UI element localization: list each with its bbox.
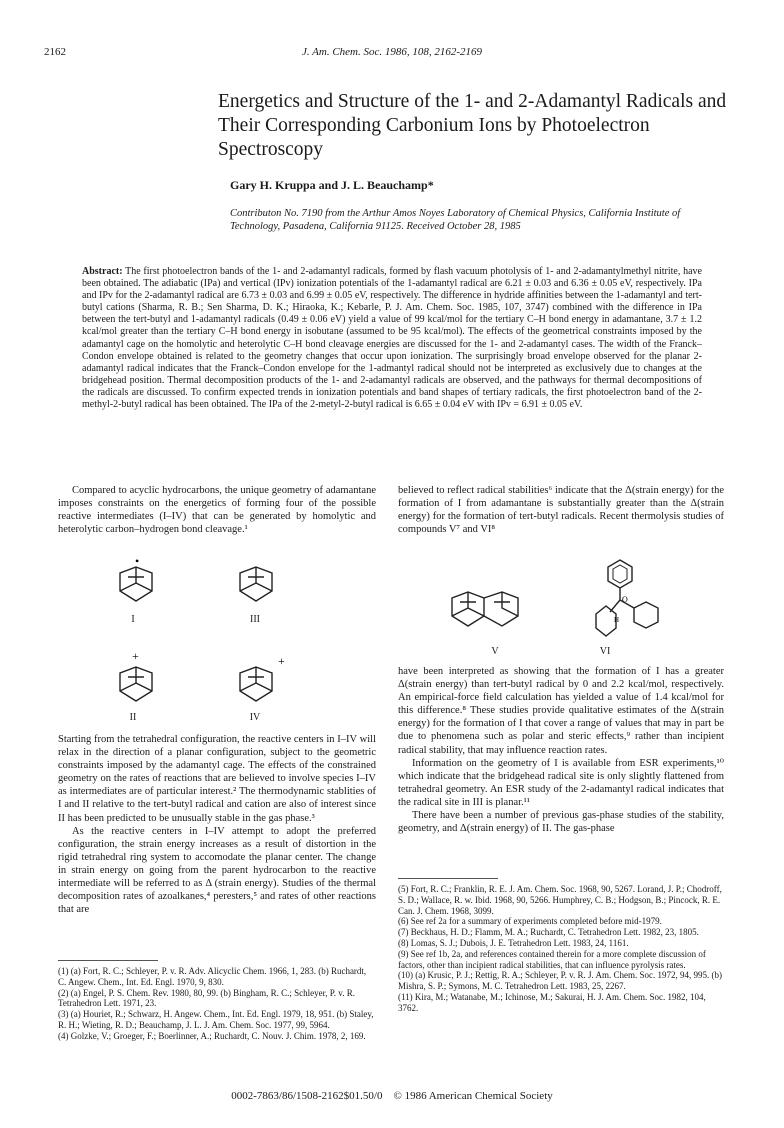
adamantane-structure-II [120,667,152,701]
footnote-9: (9) See ref 1b, 2a, and references contained therein for a more complete discussion of factors, other than incipient radical stabilities, that can influence pyrolysis rates. [398,948,706,970]
right-column-top [398,484,724,536]
adamantane-structure-III [240,567,272,601]
footnote-7: (7) Beckhaus, H. D.; Flamm, M. A.; Ruchardt, C. Tetrahedron Lett. 1982, 23, 1805. [398,927,699,938]
journal-reference: J. Am. Chem. Soc. 1986, 108, 2162-2169 [301,46,483,58]
structure-label-IV: IV [249,712,261,723]
abstract-text: The first photoelectron bands of the 1- and 2-adamantyl radicals, formed by flash vacuum photolysis of 1- and 2-adamantylmethyl nitrite, have been obtained. The adiabatic (IPa) and vertical (IPv) ionization potentials of the 1-adamantyl radical are 6.21 ± 0.03 and 6.36 ± 0.05 eV, respectively. IPa and IPv for the 2-adamantyl radical are 6.73 ± 0.03 and 6.99 ± 0.05 eV, respectively. The difference in hydride affinities between the 1-adamantyl and tert-butyl cations (Sharma, R. B.; Sen Sharma, D. K.; Hiraoka, K.; Kebarle, P. J. Am. Chem. Soc. 1985, 107, 3747) combined with the difference in IPa between the tert-butyl and 1-adamantyl radicals (0.49 ± 0.06 eV) yield a value of 99 kcal/mol for the tertiary C–H bond energy in adamantane, 3.7 ± 1.2 kcal/mol greater than the tertiary C–H bond energy in isobutane (assumed to be 95 kcal/mol). The effects of the geometrical constraints imposed by the adamantyl cage on the homolytic and heterolytic C–H bond cleavage energies are discussed for the 1- and 2-adamantyl cases. The width of the Franck–Condon envelope obtained is related to the geometry changes that occur upon ionization. The surprisingly broad envelope observed for the planar 2-adamantyl radical indicates that the Franck–Condon envelope for the 1-admantyl radical should not be interpreted as exclusively due to changes at the bridgehead position. Thermal decomposition products of the 1- and 2-adamantyl radicals are observed, and the pathways for thermal decompositions of the radicals are discussed. To confirm expected trends in ionization potentials and band shapes of tertiary radicals, the first photoelectron band of the 2-methyl-2-butyl radical has been obtained. The IPa of the 2-metyl-2-butyl radical is 6.65 ± 0.04 eV with IPv = 6.91 ± 0.05 eV. [82,266,702,411]
structure-figures-V-VI [440,556,700,666]
radical-dot-I: • [135,554,140,568]
right-paragraph-4: There have been a number of previous gas-phase studies of the stability, geometry, and Δ(strain energy) of II. The gas-phase [398,810,724,835]
right-paragraph-2: have been interpreted as showing that the formation of I has a greater Δ(strain energy) than tert-butyl radical by 0 and 2.2 kcal/mol, respectively. An empirical-force field calculation has yielded a value of 1.4 kcal/mol for this difference.⁸ These studies provide qualitative estimates of the Δ(strain energy) for the formation of I that cover a range of values that may in part be due to phenomena such as polar and steric effects,⁹ rather than incipient radical stability, that may influence reaction rates. [398,666,724,756]
adamantane-structure-I [120,567,152,601]
left-column-top [58,484,376,536]
page-number: 2162 [44,46,66,58]
article-authors: Gary H. Kruppa and J. L. Beauchamp* [230,178,434,192]
structure-figures-I-IV [100,545,360,715]
footnote-10: (10) (a) Krusic, P. J.; Rettig, R. A.; Schleyer, P. v. R. J. Am. Chem. Soc. 1972, 94, 995. (b) Mishra, S. P.; Symons, M. C. Tetrahedron Lett. 1983, 25, 2267. [398,970,723,992]
copyright-notice: © 1986 American Chemical Society [393,1090,553,1102]
left-footnotes [58,966,376,1042]
vi-oxygen-atom: O [622,595,628,604]
right-paragraph-1: believed to reflect radical stabilities⁶ indicate that the Δ(strain energy) for the formation of I from adamantane is substantially greater than the Δ(strain energy) for the formation of tert-butyl radicals. Recent thermolysis studies of compounds V⁷ and VI⁸ [398,485,724,536]
left-paragraph-2: Starting from the tetrahedral configuration, the reactive centers in I–IV will relax in the direction of a planar configuration, subject to the geometric constraints imposed by the adamantyl cage. The effects of the constrained geometry on the rates of reactions that are believed to involve species I–IV as intermediates are of particular interest.² The thermodynamic stablities of I and II relative to the tert-butyl radical and cation are also of interest since II has been predicted to be unusually stable in the gas phase.³ [58,734,376,824]
right-footnote-rule [398,878,498,879]
structure-label-I: I [131,614,135,625]
adamantane-structure-IV [240,667,272,701]
structure-label-VI: VI [599,646,611,657]
footnote-8: (8) Lomas, S. J.; Dubois, J. E. Tetrahedron Lett. 1983, 24, 1161. [398,937,629,948]
structure-label-V: V [491,646,499,657]
footnote-4: (4) Golzke, V.; Groeger, F.; Boerlinner, A.; Ruchardt, C. Nouv. J. Chim. 1978, 2, 169. [58,1030,366,1041]
right-paragraph-3: Information on the geometry of I is available from ESR experiments,¹⁰ which indicate that the bridgehead radical site is only slightly flattened from tetrahedral geometry. An ESR study of the 2-adamantyl radical indicates that the radical site in III is planar.¹¹ [398,757,724,808]
footnote-3: (3) (a) Houriet, R.; Schwarz, H. Angew. Chem., Int. Ed. Engl. 1979, 18, 951. (b) Staley, R. H.; Wieting, R. D.; Beauchamp, J. L. J. Am. Chem. Soc. 1977, 99, 5964. [58,1009,374,1030]
right-column-body [398,665,724,835]
journal-code: 0002-7863/86/1508-2162$01.50/0 [231,1090,383,1102]
footnote-11: (11) Kira, M.; Watanabe, M.; Ichinose, M.; Sakurai, H. J. Am. Chem. Soc. 1982, 104, 3762. [398,991,706,1013]
footnote-1: (1) (a) Fort, R. C.; Schleyer, P. v. R. Adv. Alicyclic Chem. 1966, 1, 283. (b) Ruchardt, C. Angew. Chem., Int. Ed. Engl. 1970, 9, 830. [58,966,367,987]
article-title: Energetics and Structure of the 1- and 2-Adamantyl Radicals and Their Corresponding Carbonium Ions by Photoelectron Spectroscopy [218,91,727,160]
left-paragraph-1: Compared to acyclic hydrocarbons, the unique geometry of adamantane imposes constraints on the energetics of forming four of the possible reactive intermediates (I–IV) that can be generated by homolytic and heterolytic carbon–hydrogen bond cleavage.¹ [58,485,376,536]
vi-hydrogen-atom: H [614,616,620,624]
page-footer [0,1090,784,1102]
right-footnotes [398,884,724,1014]
cation-plus-II: + [132,649,139,663]
structure-label-III: III [250,614,260,625]
footnote-2: (2) (a) Engel, P. S. Chem. Rev. 1980, 80, 99. (b) Bingham, R. C.; Schleyer, P. v. R. Tetrahedron Lett. 1971, 23. [58,987,355,1009]
structure-label-II: II [129,712,137,723]
bi-adamantyl-structure-V [452,592,518,626]
left-footnote-rule [58,960,158,961]
abstract [82,266,702,411]
cation-plus-IV: + [278,654,285,668]
abstract-label: Abstract: [82,266,123,277]
article-affiliation: Contributon No. 7190 from the Arthur Amos Noyes Laboratory of Chemical Physics, California Institute of Technology, Pasadena, California 91125. Received October 28, 1985 [230,208,681,232]
diphenyl-structure-VI [596,560,658,636]
left-column-body [58,733,376,916]
left-paragraph-3: As the reactive centers in I–IV attempt to adopt the preferred configuration, the strain energy increases as a result of distortion in the rigid tetrahedral ring system to accomodate the planar center. The change in strain energy on going from the parent hydrocarbon to the reactive intermediate will be referred to as Δ (strain energy). Studies of the thermal decomposition rates of azoalkanes,⁴ peresters,⁵ and rates of other reactions that are [58,825,376,916]
footnote-5: (5) Fort, R. C.; Franklin, R. E. J. Am. Chem. Soc. 1968, 90, 5267. Lorand, J. P.; Chodroff, S. D.; Wallace, R. w. Ibid. 1968, 90, 5266. Humphrey, C. B.; Hodgson, B.; Pincock, R. E. Can. J. Chem. 1968, 3099. [398,884,722,916]
footnote-6: (6) See ref 2a for a summary of experiments completed before mid-1979. [398,916,662,927]
